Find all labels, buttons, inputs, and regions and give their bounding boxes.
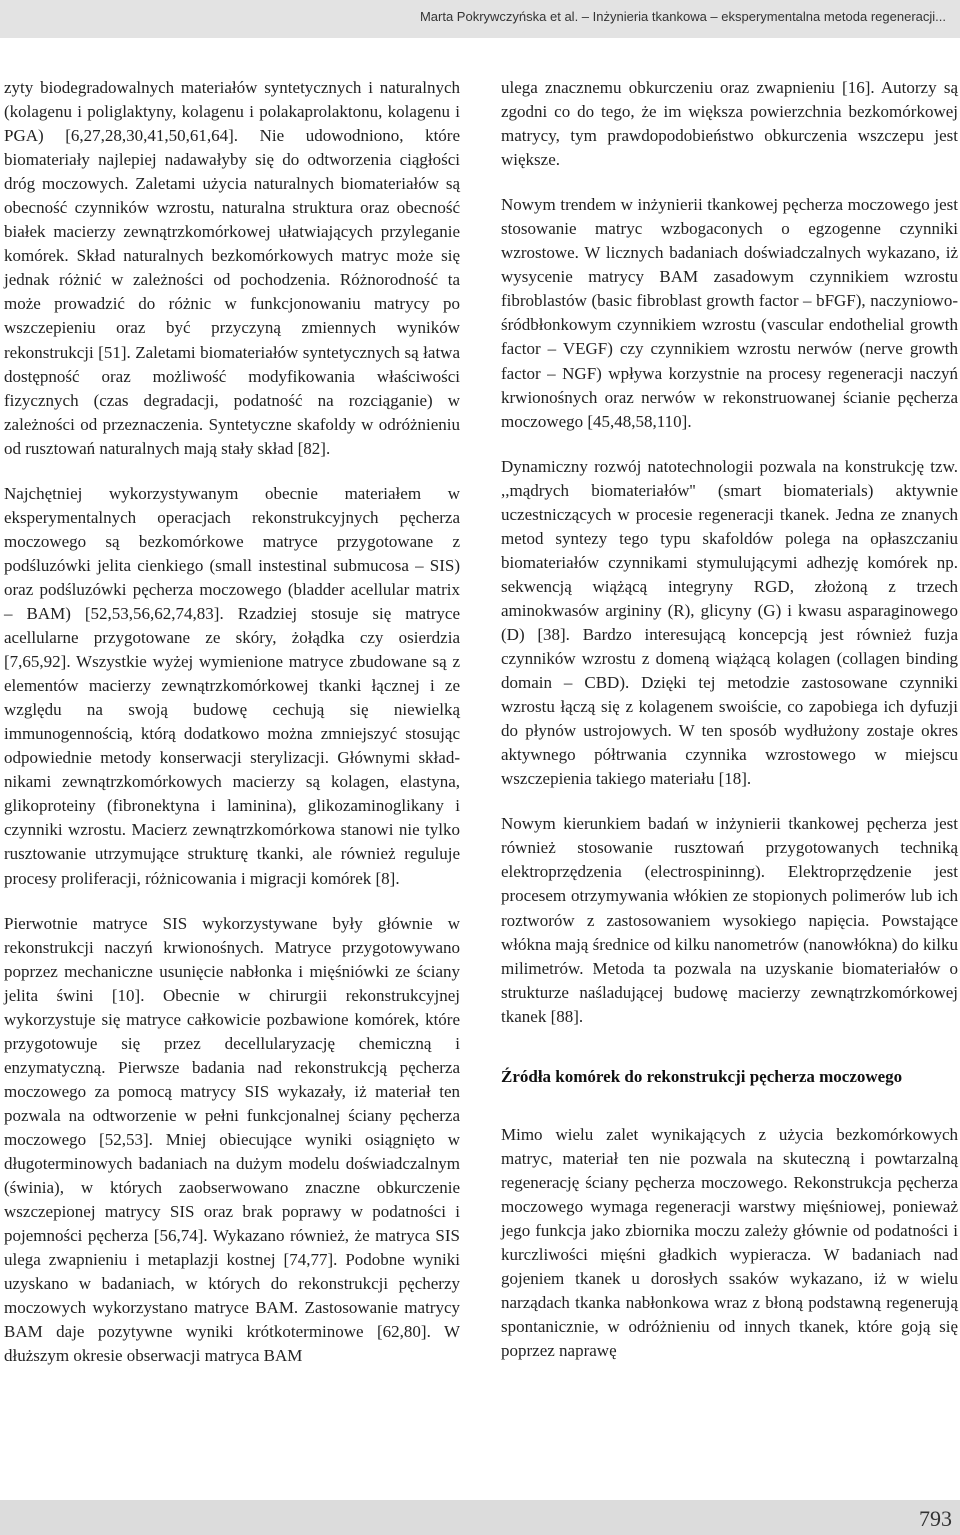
- body-paragraph: Dynamiczny rozwój natotechnologii pozwala na konstrukcję tzw. ,,mądrych biomateriałów'' (smart biomaterials) aktywnie uczestniczących w procesie regeneracji tkanek. Jedna ze znanych metod syntezy tego typu skafoldów polega na opłaszczaniu biomateriałów czynnikami stymulującymi adhezję komórek np. sekwencją wiążącą integryny RGD, złożoną z trzech aminokwasów argininy (R), glicyny (G) i kwasu asparaginowego (D) [38]. Bardzo interesującą koncepcją jest również fuzja czynników wzrostu z domeną wiążącą kolagen (collagen binding domain – CBD). Dzięki tej metodzie zastosowane czynniki wzrostu łączą się z kolagenem swoiście, co zapobiega ich dyfuzji do płynów ustrojowych. W ten sposób wydłużony zostaje okres aktywnego półtrwania czynnika wzrostowego w miejscu wszczepienia takiego materiału [18].: [501, 456, 958, 789]
- footer-band: [0, 1500, 960, 1535]
- section-heading: Źródła komórek do rekonstrukcji pęcherza moczowego: [501, 1066, 903, 1086]
- body-paragraph: zyty biodegradowalnych materiałów syntetycznych i naturalnych (kolagenu i poliglaktyny, kolagenu i polakaprolaktonu, kolagenu i PGA) [6,27,28,30,41,50,61,64]. Nie udowodniono, które biomateriały najlepiej nadawałyby się do odtworzenia ciągłości dróg moczowych. Zaletami użycia naturalnych biomateriałów są obecność czynników wzrostu, naturalna struktura oraz obecność białek macierzy zewnątrzkomórkowej ułatwiających przyleganie komórek. Skład naturalnych bezkomórkowych matryc może się jednak różnić w zależności od pochodzenia. Różnorodność ta może prowadzić do różnic w funkcjonowaniu matrycy po wszczepieniu oraz być przyczyną zmiennych wyników rekonstrukcji [51]. Zaletami biomateriałów syntetycznych są łatwa dostępność oraz możliwość modyfikowania właściwości fizycznych (czas degradacji, podatność na rozciąganie) w zależności od przeznaczenia. Syntetyczne skafoldy w odróżnieniu od rusztowań naturalnych mają stały skład [82].: [4, 78, 460, 458]
- page-number: 793: [919, 1506, 952, 1531]
- right-column: [501, 76, 958, 1363]
- running-header: [0, 0, 960, 38]
- body-paragraph: Nowym trendem w inżynierii tkankowej pęcherza moczowego jest stosowanie matryc wzbogaconych o egzogenne czynniki wzrostowe. W licznych badaniach doświadczalnych wykazano, iż wysycenie matrycy BAM zasadowym czynnikiem wzrostu fibroblastów (basic fibroblast growth factor – bFGF), naczyniowo-śródbłonkowym czynnikiem wzrostu (vascular endothelial growth factor – VEGF) czy czynnikiem wzrostu nerwów (nerve growth factor – NGF) wpływa korzystnie na procesy regeneracji naczyń krwionośnych oraz nerwów w rekonstruowanej ścianie pęcherza moczowego [45,48,58,110].: [501, 195, 958, 431]
- body-paragraph: Pierwotnie matryce SIS wykorzystywane były głównie w rekonstrukcji naczyń krwionośnych. Matryce przygotowywano poprzez mechaniczne usunięcie nabłonka i mięśniówki ze ściany jelita świni [10]. Obecnie w chirurgii rekonstrukcyjnej wykorzystuje się matryce całkowicie pozbawione komórek, które przygotowuje się przez decellularyzację chemiczną i enzymatyczną. Pierwsze badania nad rekonstrukcją pęcherza moczowego za pomocą matrycy SIS wykazały, iż materiał ten pozwala na odtworzenie w pełni funkcjonalnej ściany pęcherza moczowego [52,53]. Mniej obiecujące wyniki osiągnięto w długoterminowych badaniach na dużym modelu doświadczalnym (świnia), w których zaobserwowano znaczne obkurczenie wszczepionej matrycy SIS oraz brak poprawy w podatności i pojemności pęcherza [56,74]. Wykazano również, że matryca SIS ulega zwapnieniu i metaplazji kostnej [74,77]. Podobne wyniki uzyskano w badaniach, w których do rekonstrukcji pęcherzy moczowych wykorzystano matryce BAM. Zastosowanie matrycy BAM daje pozytywne wyniki krótkoterminowe [62,80]. W dłuższym okresie obserwacji matryca BAM: [4, 913, 460, 1366]
- body-paragraph: ulega znacznemu obkurczeniu oraz zwapnieniu [16]. Autorzy są zgodni co do tego, że im większa powierzchnia bezkomórkowej matrycy, tym prawdopodobieństwo obkurczenia wszczepu jest większe.: [501, 78, 958, 170]
- left-column: [4, 76, 460, 1368]
- body-paragraph: Mimo wielu zalet wynikających z użycia bezkomórkowych matryc, materiał ten nie pozwala na skuteczną i powtarzalną regenerację ściany pęcherza moczowego. Rekonstrukcja pęcherza moczowego wymaga regeneracji warstwy mięśniowej, ponieważ jego funkcja jako zbiornika moczu zależy głównie od podatności i kurczliwości mięśni gładkich wypieracza. W badaniach nad gojeniem tkanek u dorosłych ssaków wykazano, iż w wielu narządach tkanka nabłonkowa wraz z błoną podstawną regenerują spontanicznie, w odróżnieniu od innych tkanek, które goją się poprzez naprawę: [501, 1124, 958, 1361]
- body-paragraph: Najchętniej wykorzystywanym obecnie materiałem w eksperymentalnych operacjach rekonstrukcyjnych pęcherza moczowego są bezkomórkowe matryce przygotowane z podśluzówki jelita cienkiego (small instestinal submucosa – SIS) oraz podśluzówki pęcherza moczowego (bladder acellular matrix – BAM) [52,53,56,62,74,83]. Rzadziej stosuje się matryce acellularne przygotowane ze skóry, żołądka czy osierdzia [7,65,92]. Wszystkie wyżej wymienione matryce zbudowane są z elementów macierzy zewnątrzkomórkowej tkanki łącznej i ze względu na swoją budowę cechują się niewielką immunogennością, którą dodatkowo można zmniejszyć stosując odpowiednie metody konserwacji sterylizacji. Głównymi składnikami zewnątrzkomórkowych macierzy są kolagen, elastyna, glikoproteiny (fibronektyna i laminina), glikozaminoglikany i czynniki wzrostu. Macierz zewnątrzkomórkowa stanowi nie tylko rusztowanie utrzymujące strukturę tkanki, ale również reguluje procesy proliferacji, różnicowania i migracji komórek [8].: [4, 483, 460, 888]
- running-header-text: Marta Pokrywczyńska et al. – Inżynieria tkankowa – eksperymentalna metoda regeneracji...: [419, 9, 946, 24]
- body-paragraph: Nowym kierunkiem badań w inżynierii tkankowej pęcherza jest również stosowanie rusztowań przygotowanych techniką elektroprzędzenia (electrospininng). Elektroprzędzenie jest procesem otrzymywania włókien ze stopionych polimerów lub ich roztworów z zastosowaniem wysokiego napięcia. Powstające włókna mają średnice od kilku nanometrów (nanowłókna) do kilku milimetrów. Metoda ta pozwala na uzyskanie biomateriałów o strukturze naśladującej budowę macierzy zewnątrzkomórkowej tkanek [88].: [501, 814, 958, 1026]
